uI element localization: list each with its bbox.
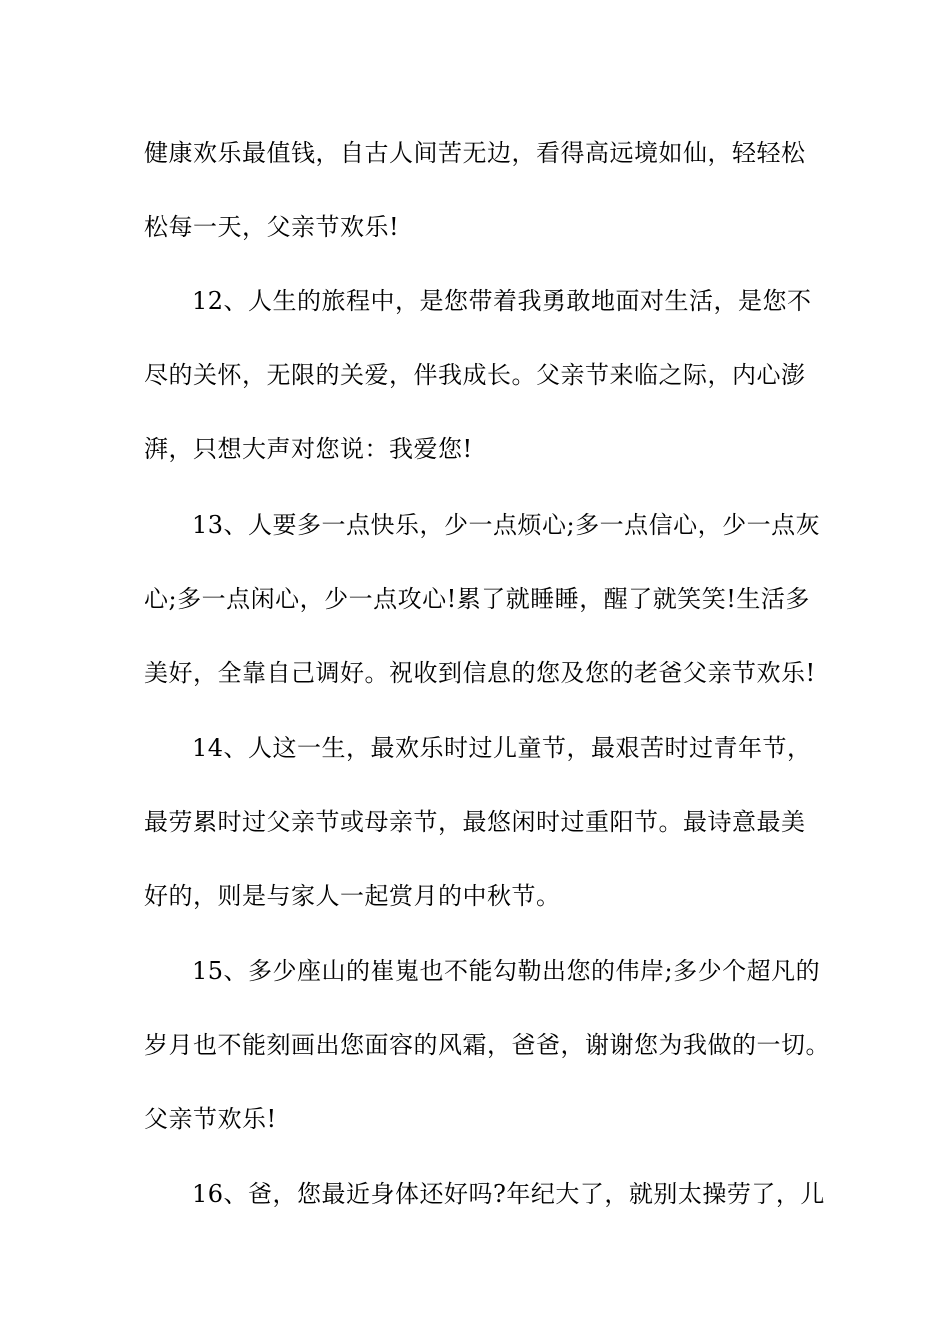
text-line-9: 14、人这一生，最欢乐时过儿童节，最艰苦时过青年节， xyxy=(192,734,812,762)
text-line-12: 15、多少座山的崔嵬也不能勾勒出您的伟岸;多少个超凡的 xyxy=(192,957,821,985)
text-line-10: 最劳累时过父亲节或母亲节，最悠闲时过重阳节。最诗意最美 xyxy=(144,808,806,836)
text-line-1: 健康欢乐最值钱，自古人间苦无边，看得高远境如仙，轻轻松 xyxy=(144,139,806,167)
text-line-7: 心;多一点闲心，少一点攻心!累了就睡睡，醒了就笑笑!生活多 xyxy=(144,585,810,613)
text-line-15: 16、爸，您最近身体还好吗?年纪大了，就别太操劳了，儿 xyxy=(192,1180,825,1208)
text-line-5: 湃，只想大声对您说：我爱您! xyxy=(144,435,473,463)
text-line-8: 美好，全靠自己调好。祝收到信息的您及您的老爸父亲节欢乐! xyxy=(144,659,816,687)
text-line-14: 父亲节欢乐! xyxy=(144,1105,277,1133)
text-line-6: 13、人要多一点快乐，少一点烦心;多一点信心，少一点灰 xyxy=(192,511,821,539)
text-line-4: 尽的关怀，无限的关爱，伴我成长。父亲节来临之际，内心澎 xyxy=(144,361,806,389)
text-line-11: 好的，则是与家人一起赏月的中秋节。 xyxy=(144,882,561,910)
text-line-2: 松每一天，父亲节欢乐! xyxy=(144,213,400,241)
text-line-13: 岁月也不能刻画出您面容的风霜，爸爸，谢谢您为我做的一切。 xyxy=(144,1031,830,1059)
text-line-3: 12、人生的旅程中，是您带着我勇敢地面对生活，是您不 xyxy=(192,287,812,315)
